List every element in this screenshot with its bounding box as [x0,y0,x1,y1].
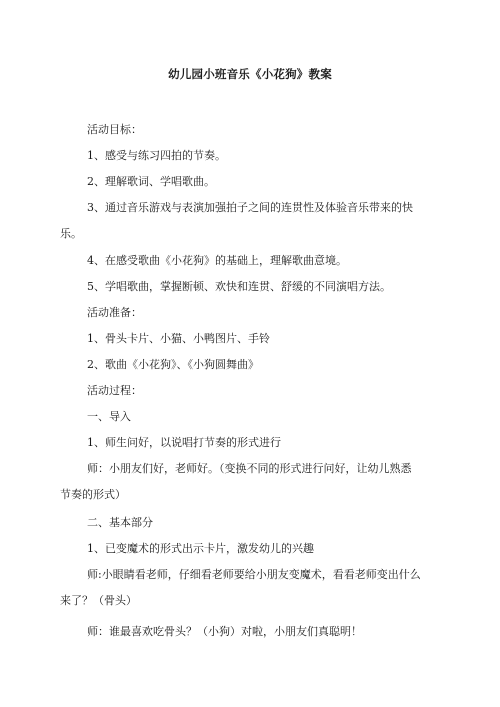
goal-item-5: 5、学唱歌曲，掌握断顿、欢快和连贯、舒缓的不同演唱方法。 [87,280,391,293]
intro-item-1: 1、师生问好，以说唱打节奏的形式进行 [87,436,281,449]
process-subheading-main: 二、基本部分 [87,516,153,529]
section-heading-goals: 活动目标： [87,123,142,136]
main-dialogue-1 [60,568,421,608]
main-dialogue-1-line-1: 师:小眼睛看老师，仔细看老师要给小朋友变魔术，看看老师变出什么 [87,568,421,581]
intro-dialogue-line-1: 师：小朋友们好，老师好。（变换不同的形式进行问好，让幼儿熟悉 [87,462,412,475]
process-subheading-intro: 一、导入 [87,410,131,423]
prep-item-1: 1、骨头卡片、小猫、小鸭图片、手铃 [87,332,270,345]
goal-item-3 [60,201,421,241]
section-heading-process: 活动过程： [87,384,142,397]
goal-item-3-line-1: 3、通过音乐游戏与表演加强拍子之间的连贯性及体验音乐带来的快 [87,201,413,214]
goal-item-2: 2、理解歌词、学唱歌曲。 [87,175,215,188]
main-dialogue-2: 师：谁最喜欢吃骨头？（小狗）对啦，小朋友们真聪明！ [87,625,362,638]
goal-item-4: 4、在感受歌曲《小花狗》的基础上，理解歌曲意境。 [87,254,347,267]
main-dialogue-1-line-2: 来了？（骨头） [60,594,137,607]
intro-dialogue-line-2: 节奏的形式） [60,488,126,501]
goal-item-1: 1、感受与练习四拍的节奏。 [87,149,226,162]
main-item-1: 1、已变魔术的形式出示卡片，激发幼儿的兴趣 [87,542,314,555]
prep-item-2: 2、歌曲《小花狗》、《小狗圆舞曲》 [87,358,259,371]
section-heading-preparation: 活动准备： [87,306,142,319]
intro-dialogue [60,462,421,502]
goal-item-3-line-2: 乐。 [60,227,82,240]
document-title: 幼儿园小班音乐《小花狗》教案 [168,67,332,81]
